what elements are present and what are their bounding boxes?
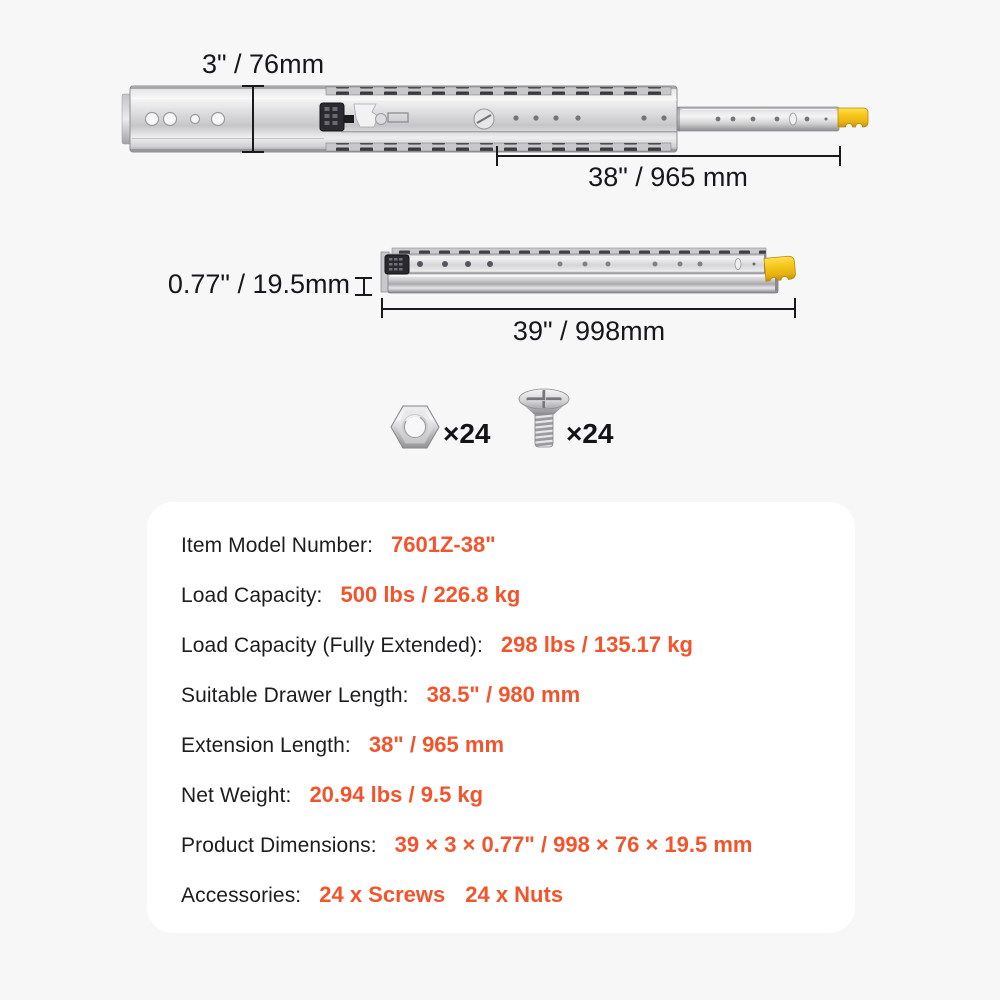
- spec-label: Load Capacity (Fully Extended):: [181, 634, 483, 657]
- spec-row-net-weight: [181, 781, 837, 809]
- disconnect-lock: [385, 255, 409, 274]
- screw-icon: [518, 388, 570, 450]
- length-dimension-tick-right: [794, 298, 796, 318]
- thickness-dimension-cap-top: [355, 277, 372, 279]
- spec-row-load-capacity-extended: [181, 631, 837, 659]
- screw-count-label: ×24: [566, 418, 614, 449]
- lock-lever-yellow: [838, 108, 868, 127]
- extension-dimension-tick-left: [496, 146, 498, 166]
- spec-value: 38" / 965 mm: [368, 732, 505, 757]
- spec-row-extension-length: [181, 731, 837, 759]
- inner-rail: [677, 107, 839, 131]
- cam-detail: [474, 109, 494, 129]
- lock-lever-yellow: [764, 256, 796, 282]
- spec-label: Product Dimensions:: [181, 834, 377, 857]
- extension-dimension-label: 38" / 965 mm: [588, 162, 748, 192]
- closed-slide-illustration: [376, 242, 806, 298]
- spec-row-product-dimensions: [181, 831, 837, 859]
- spec-label: Accessories:: [181, 884, 302, 907]
- length-dimension-tick-left: [381, 298, 383, 318]
- thickness-dimension-label: 0.77" / 19.5mm: [167, 269, 350, 299]
- spec-row-drawer-length: [181, 681, 837, 709]
- length-dimension-label: 39" / 998mm: [512, 316, 666, 346]
- spec-value: 38.5" / 980 mm: [426, 682, 581, 707]
- extension-dimension-line: [497, 155, 840, 157]
- spec-value: 7601Z-38": [391, 532, 496, 557]
- height-dimension-cap-top: [242, 85, 264, 87]
- spec-label: Load Capacity:: [181, 584, 323, 607]
- spec-label: Net Weight:: [181, 784, 292, 807]
- spec-label: Item Model Number:: [181, 534, 374, 557]
- hex-nut-icon: [390, 403, 440, 451]
- spec-row-accessories: [181, 881, 837, 909]
- extension-dimension-tick-right: [839, 146, 841, 166]
- thickness-dimension-cap-bottom: [355, 294, 372, 296]
- spec-value: 39 × 3 × 0.77" / 998 × 76 × 19.5 mm: [394, 832, 753, 857]
- height-dimension-line: [252, 86, 254, 152]
- nut-count-label: ×24: [443, 418, 491, 449]
- spec-row-load-capacity: [181, 581, 837, 609]
- spec-value: 24 x Nuts: [465, 882, 564, 907]
- spec-value: 24 x Screws: [319, 882, 446, 907]
- height-dimension-label: 3" / 76mm: [201, 49, 325, 79]
- spec-panel: [147, 502, 855, 933]
- spec-label: Extension Length:: [181, 734, 351, 757]
- spec-value: 20.94 lbs / 9.5 kg: [309, 782, 484, 807]
- spec-value: 500 lbs / 226.8 kg: [340, 582, 521, 607]
- height-dimension-cap-bottom: [242, 151, 264, 153]
- spec-row-model: [181, 531, 837, 559]
- spec-label: Suitable Drawer Length:: [181, 684, 409, 707]
- spec-value: 298 lbs / 135.17 kg: [500, 632, 693, 657]
- length-dimension-line: [382, 308, 796, 310]
